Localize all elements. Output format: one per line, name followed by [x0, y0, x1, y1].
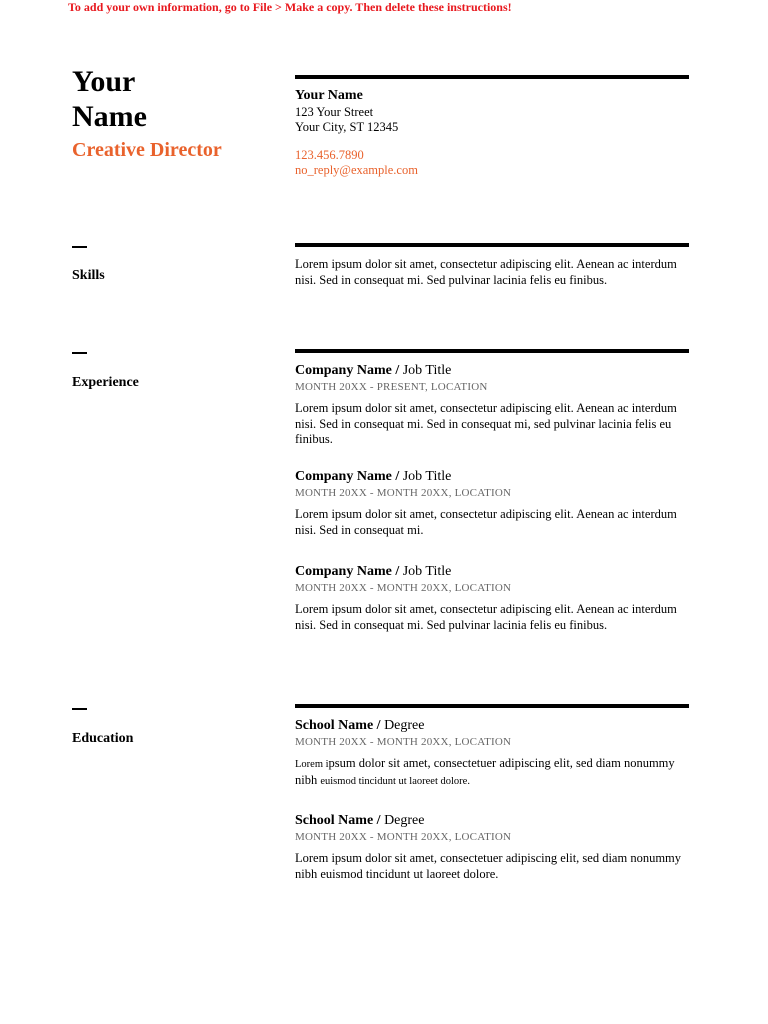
school-name: School Name /	[295, 813, 385, 828]
entry-dates: MONTH 20XX - MONTH 20XX, LOCATION	[295, 736, 512, 748]
skills-rule	[295, 243, 689, 247]
experience-entry	[295, 563, 695, 633]
resume-role: Creative Director	[72, 139, 222, 161]
contact-block	[295, 87, 695, 178]
entry-heading	[295, 717, 695, 734]
company-name: Company Name /	[295, 469, 403, 484]
desc-tail: euismod tincidunt ut laoreet dolore.	[320, 775, 470, 787]
skills-text	[295, 257, 695, 288]
entry-description	[295, 756, 695, 789]
entry-description: Lorem ipsum dolor sit amet, consectetur adipiscing elit. Aenean ac interdum nisi. Sed in consequat mi.	[295, 507, 677, 537]
education-entry	[295, 717, 695, 789]
job-title: Job Title	[402, 564, 452, 579]
job-title: Job Title	[402, 469, 452, 484]
entry-description: Lorem ipsum dolor sit amet, consectetuer adipiscing elit, sed diam nonummy nibh euismod tincidunt ut laoreet dolore.	[295, 851, 682, 881]
degree: Degree	[384, 813, 425, 828]
education-rule	[295, 704, 689, 708]
school-name: School Name /	[295, 718, 385, 733]
desc-main: psum dolor sit amet, consectetuer adipiscing elit, sed diam nonummy nibh	[295, 756, 675, 787]
contact-city: Your City, ST 12345	[295, 120, 399, 134]
company-name: Company Name /	[295, 564, 403, 579]
degree: Degree	[384, 718, 425, 733]
entry-heading	[295, 362, 695, 379]
education-entry	[295, 812, 695, 882]
contact-name: Your Name	[295, 88, 363, 103]
name-line-1: Your	[72, 65, 136, 98]
desc-lead: Lorem i	[295, 759, 329, 770]
experience-dash	[72, 352, 87, 354]
experience-entry	[295, 362, 695, 448]
experience-entry	[295, 468, 695, 538]
contact-phone: 123.456.7890	[295, 148, 364, 162]
entry-dates: MONTH 20XX - PRESENT, LOCATION	[295, 381, 488, 393]
entry-heading	[295, 563, 695, 580]
experience-rule	[295, 349, 689, 353]
job-title: Job Title	[402, 363, 452, 378]
education-dash	[72, 708, 87, 710]
entry-description: Lorem ipsum dolor sit amet, consectetur adipiscing elit. Aenean ac interdum nisi. Sed in consequat mi. Sed pulvinar lacinia felis eu finibus.	[295, 602, 677, 632]
skills-description: Lorem ipsum dolor sit amet, consectetur adipiscing elit. Aenean ac interdum nisi. Sed in consequat mi. Sed pulvinar lacinia felis eu finibus.	[295, 257, 677, 287]
company-name: Company Name /	[295, 363, 403, 378]
entry-heading	[295, 468, 695, 485]
contact-street: 123 Your Street	[295, 105, 374, 119]
entry-description: Lorem ipsum dolor sit amet, consectetur adipiscing elit. Aenean ac interdum nisi. Sed in consequat mi. Sed in consequat mi, sed pulvinar lacinia felis eu finibus.	[295, 401, 677, 446]
education-heading: Education	[72, 731, 134, 746]
contact-rule	[295, 75, 689, 79]
entry-dates: MONTH 20XX - MONTH 20XX, LOCATION	[295, 831, 512, 843]
entry-dates: MONTH 20XX - MONTH 20XX, LOCATION	[295, 487, 512, 499]
experience-heading: Experience	[72, 375, 139, 390]
contact-email: no_reply@example.com	[295, 163, 418, 177]
skills-dash	[72, 246, 87, 248]
name-line-2: Name	[72, 100, 147, 133]
skills-heading: Skills	[72, 268, 105, 283]
entry-heading	[295, 812, 695, 829]
instructions-notice: To add your own information, go to File > Make a copy. Then delete these instructions!	[68, 0, 512, 14]
entry-dates: MONTH 20XX - MONTH 20XX, LOCATION	[295, 582, 512, 594]
resume-name	[72, 64, 252, 134]
